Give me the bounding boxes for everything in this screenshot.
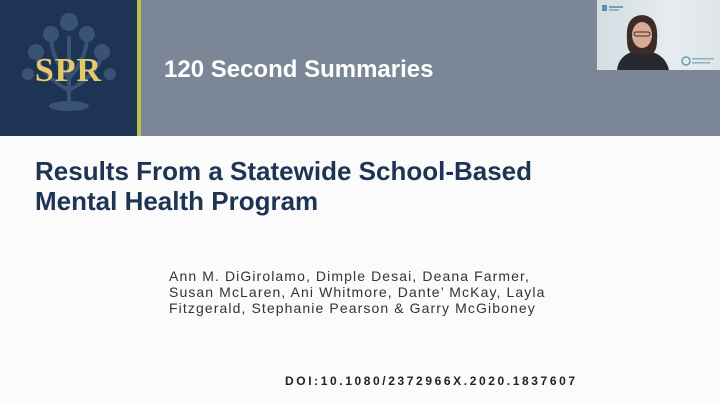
author-line: Fitzgerald, Stephanie Pearson & Garry McGiboney xyxy=(169,300,536,316)
author-line: Ann M. DiGirolamo, Dimple Desai, Deana Farmer, xyxy=(169,268,531,284)
accent-stripe xyxy=(137,0,141,136)
logo-text: SPR xyxy=(34,52,103,89)
author-list xyxy=(169,268,546,316)
slide-title-line: Mental Health Program xyxy=(35,186,319,216)
slide-title-line: Results From a Statewide School-Based xyxy=(35,156,533,186)
banner-title: 120 Second Summaries xyxy=(164,56,434,83)
doi-reference: DOI:10.1080/2372966X.2020.1837607 xyxy=(285,374,578,388)
webcam-overlay xyxy=(597,0,720,70)
author-line: Susan McLaren, Ani Whitmore, Dante’ McKay, Layla xyxy=(169,284,546,300)
org-logo-icon xyxy=(681,55,715,67)
slide-title xyxy=(35,156,532,216)
spr-logo xyxy=(0,0,137,136)
presenter-video xyxy=(611,10,673,70)
